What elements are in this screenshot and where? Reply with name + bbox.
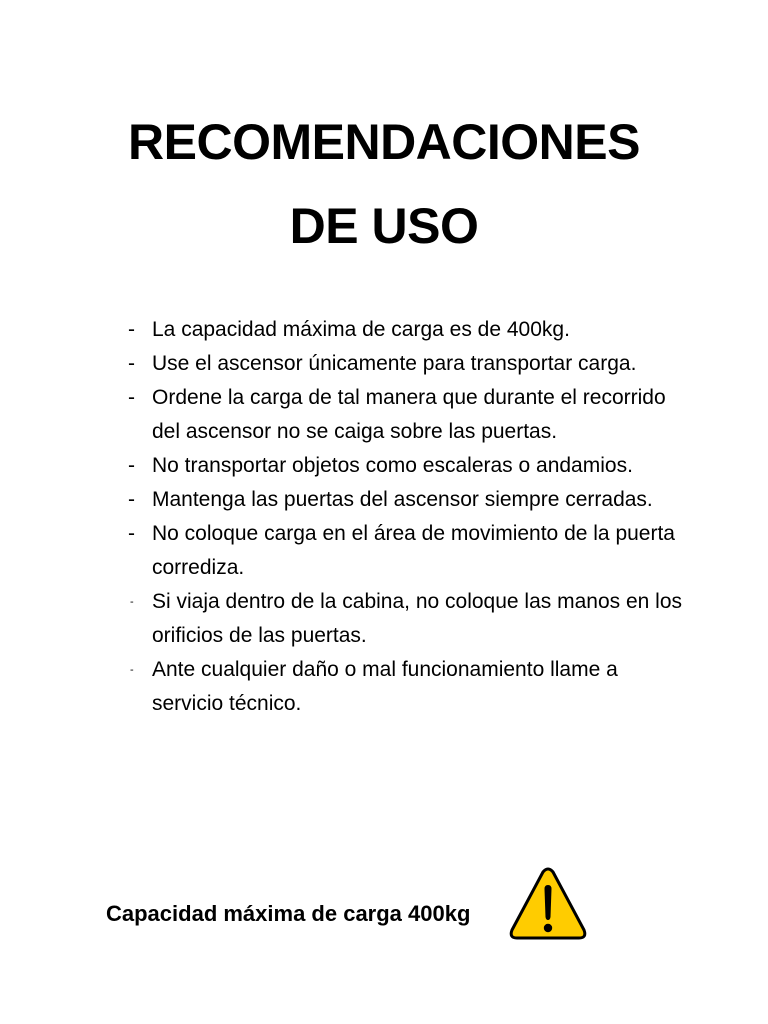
title-line-1: RECOMENDACIONES bbox=[128, 114, 640, 170]
list-item bbox=[128, 517, 688, 585]
list-item bbox=[128, 483, 688, 517]
list-item bbox=[128, 313, 688, 347]
warning-exclamation-dot bbox=[544, 924, 552, 932]
list-item-text: Mantenga las puertas del ascensor siempre cerradas. bbox=[152, 488, 653, 511]
list-item-text: Use el ascensor únicamente para transportar carga. bbox=[152, 352, 637, 375]
list-item-text: Si viaja dentro de la cabina, no coloque las manos en los orificios de las puertas. bbox=[152, 590, 683, 647]
list-bullet: - bbox=[130, 664, 134, 676]
list-bullet: - bbox=[128, 386, 135, 409]
list-item-text: La capacidad máxima de carga es de 400kg. bbox=[152, 318, 570, 341]
title-line-2: DE USO bbox=[289, 198, 479, 254]
list-item-text: Ante cualquier daño o mal funcionamiento llame a servicio técnico. bbox=[152, 658, 618, 715]
list-bullet: - bbox=[128, 352, 135, 375]
list-bullet: - bbox=[128, 488, 135, 511]
list-item-text: No coloque carga en el área de movimiento de la puerta corrediza. bbox=[152, 522, 675, 579]
list-item bbox=[128, 381, 688, 449]
list-bullet: - bbox=[128, 522, 135, 545]
list-item-text: Ordene la carga de tal manera que durante el recorrido del ascensor no se caiga sobre las puertas. bbox=[152, 386, 666, 443]
list-bullet: - bbox=[128, 454, 135, 477]
recommendations-list bbox=[128, 313, 688, 721]
list-item bbox=[128, 585, 688, 653]
warning-exclamation-bar bbox=[545, 885, 552, 920]
list-item-text: No transportar objetos como escaleras o andamios. bbox=[152, 454, 633, 477]
list-bullet: - bbox=[128, 318, 135, 341]
list-item bbox=[128, 347, 688, 381]
warning-icon bbox=[509, 867, 587, 941]
list-item bbox=[128, 653, 688, 721]
list-item bbox=[128, 449, 688, 483]
list-bullet: - bbox=[130, 596, 134, 608]
max-load-notice: Capacidad máxima de carga 400kg bbox=[106, 901, 471, 926]
page-title bbox=[0, 100, 768, 268]
